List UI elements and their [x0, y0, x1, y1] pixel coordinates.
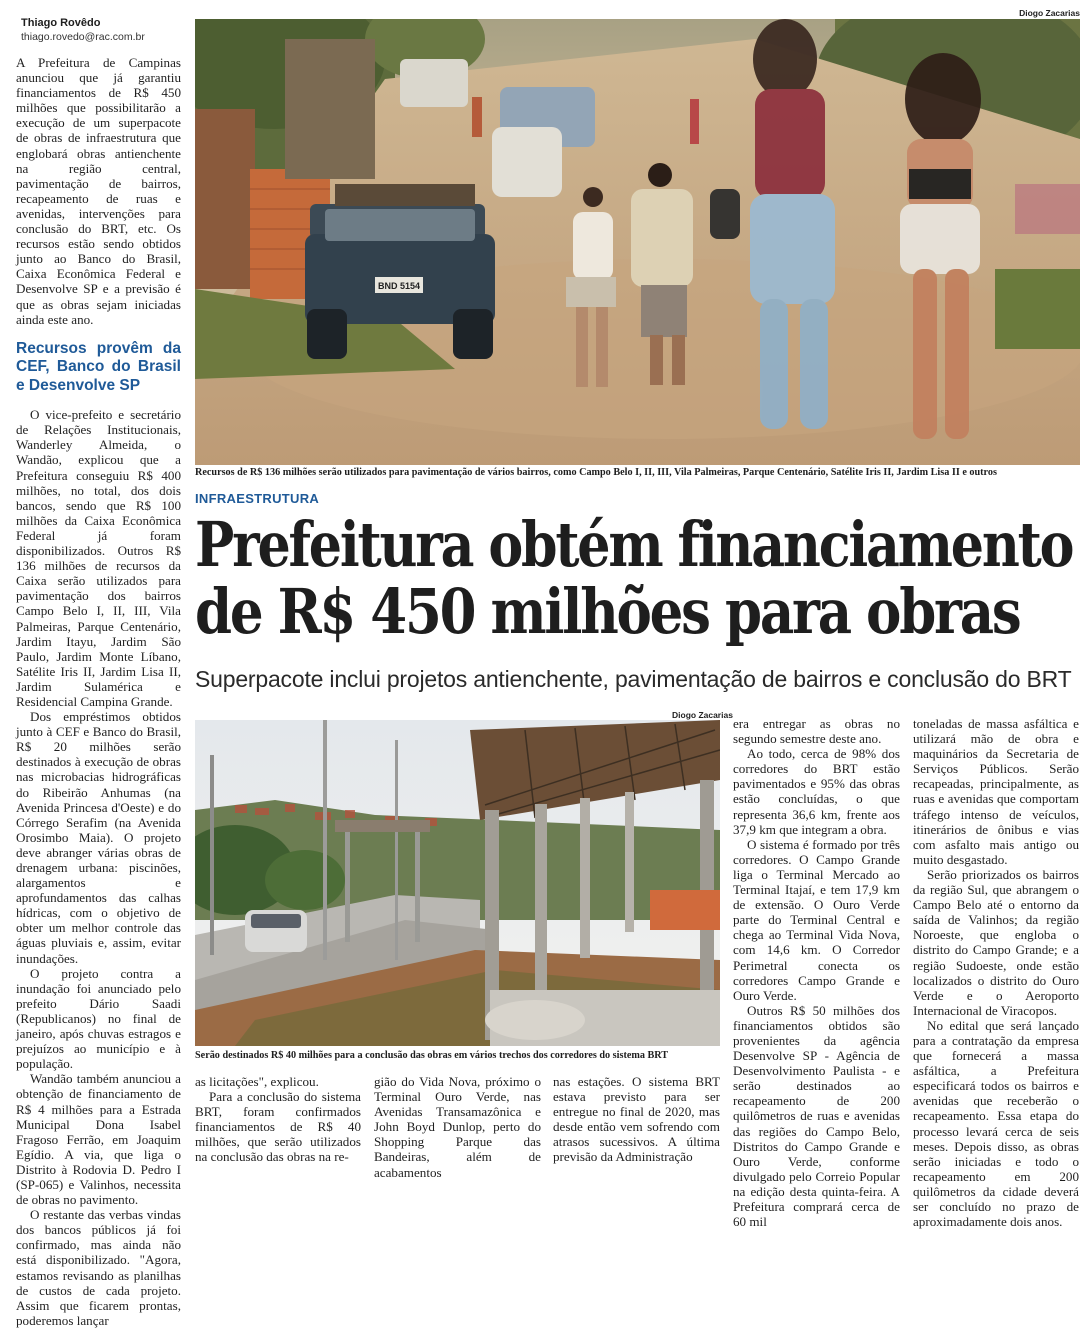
- left-column: [16, 55, 181, 1328]
- headline-line-2: de R$ 450 milhões para obras: [195, 575, 1020, 648]
- bottom-photo-credit: Diogo Zacarias: [672, 710, 733, 720]
- deck-subtitle: Superpacote inclui projetos antienchente, pavimentação de bairros e conclusão do BRT: [195, 666, 1072, 692]
- body-paragraph: Serão priorizados os bairros da região Sul, que abrangem o Campo Belo até o entorno da saída de Valinhos; da região Noroeste, que engloba o distrito do Campo Grande; e a região Sudoeste, onde estão localizados o distrito do Ouro Verde e o Aeroporto Internacional de Viracopos.: [913, 866, 1079, 1018]
- body-paragraph: era entregar as obras no segundo semestre deste ano.: [733, 716, 900, 747]
- bottom-column-3: [553, 1074, 720, 1165]
- body-paragraph: O restante das verbas vindas dos bancos públicos já foi confirmado, mas ainda não está disponibilizado. "Agora, estamos revisando as planilhas de custos de cada projeto. Assim que ficarem prontas, poderemos lançar: [16, 1207, 181, 1328]
- intro-paragraph: A Prefeitura de Campinas anunciou que já garantiu financiamentos de R$ 450 milhões que possibilitarão a execução de um superpacote de obras de infraestrutura que englobará obras antienchente na região central, pavimentação de bairros, recapeamento de ruas e avenidas, intervenções para conclusão do BRT, etc. Os recursos estão sendo obtidos junto ao Banco do Brasil, Caixa Econômica Federal e Desenvolve SP e a previsão é que as obras sejam iniciadas ainda este ano.: [16, 55, 181, 327]
- top-photo-caption: Recursos de R$ 136 milhões serão utilizados para pavimentação de vários bairros, como Campo Belo I, II, III, Vila Palmeiras, Parque Centenário, Satélite Iris II, Jardim Lisa II e outros: [195, 467, 997, 478]
- body-paragraph: as licitações", explicou.: [195, 1074, 319, 1089]
- bottom-photo: [195, 720, 720, 1046]
- headline-line-1: Prefeitura obtém financiamento: [195, 508, 1073, 581]
- author-name: Thiago Rovêdo: [21, 17, 101, 29]
- body-paragraph: gião do Vida Nova, próximo o Terminal Ouro Verde, nas Avenidas Transamazônica e John Boyd Dunlop, perto do Shopping Parque das Bandeiras, além de acabamentos: [374, 1074, 541, 1180]
- body-paragraph: O sistema é formado por três corredores. O Campo Grande liga o Terminal Mercado ao Terminal Itajaí, e tem 17,9 km de extensão. O Ouro Verde parte do Terminal Central e chega ao Terminal Vida Nova, com 14,6 km. O Corredor Perimetral conecta os corredores Campo Grande e Ouro Verde.: [733, 836, 900, 1003]
- right-column: [913, 716, 1079, 1229]
- plate-text: BND 5154: [377, 281, 421, 291]
- body-paragraph: nas estações. O sistema BRT estava previsto para ser entregue no final de 2020, mas desde então vem sofrendo com atrasos sucessivos. A última previsão da Administração: [553, 1074, 720, 1165]
- body-paragraph: O vice-prefeito e secretário de Relações Institucionais, Wanderley Almeida, o Wandão, explicou que a Prefeitura conseguiu R$ 400 milhões, no total, dos dois bancos, sendo que R$ 100 milhões da Caixa Econômica Federal já foram disponibilizados. Outros R$ 136 milhões de recursos da Caixa serão utilizados para pavimentação dos bairros Campo Belo I, II, III, Vila Palmeiras, Parque Centenário, Jardim Itayu, Jardim São Paulo, Jardim Monte Líbano, Satélite Iris II, Jardim Lisa II, Jardim Sulamérica e Residencial Campina Grande.: [16, 407, 181, 709]
- bottom-photo-caption: Serão destinados R$ 40 milhões para a conclusão das obras em vários trechos dos corredores do sistema BRT: [195, 1050, 669, 1061]
- top-photo: [195, 19, 1080, 465]
- section-kicker: INFRAESTRUTURA: [195, 491, 320, 506]
- top-photo-credit: Diogo Zacarias: [1019, 8, 1080, 18]
- body-paragraph: Para a conclusão do sistema BRT, foram confirmados financiamentos de R$ 40 milhões, que serão utilizados na conclusão das obras na re-: [195, 1089, 361, 1165]
- bottom-column-2: [374, 1074, 541, 1180]
- middle-right-column: [733, 716, 900, 1229]
- body-paragraph: No edital que será lançado para a contratação da empresa que fornecerá a massa asfáltica, a Prefeitura especificará todos os bairros e avenidas que receberão o recapeamento. Essa etapa do processo levará cerca de seis meses. Depois disso, as obras serão iniciadas e todo o recapeamento em 200 quilômetros da cidade deverá ser concluído no prazo de aproximadamente dois anos.: [913, 1017, 1079, 1230]
- body-paragraph: toneladas de massa asfáltica e utilizará mão de obra e maquinários da Secretaria de Serviços Públicos. Serão recapeadas, principalmente, as ruas e avenidas que comportam tráfego intenso de veículos, itinerários de ônibus e vias com asfalto mais antigo ou muito desgastado.: [913, 716, 1079, 867]
- bottom-column-1: [195, 1074, 361, 1165]
- body-paragraph: Dos empréstimos obtidos junto à CEF e Banco do Brasil, R$ 20 milhões serão destinados à execução de obras nas microbacias hidrográficas do Ribeirão Anhumas (na Avenida Princesa d'Oeste) e do Córrego Serafim (na Avenida Orosimbo Maia). O projeto deve abranger várias obras de drenagem urbana: piscinões, alargamentos e aprofundamentos das calhas hídricas, com o objetivo de obter um melhor controle das águas pluviais e, assim, evitar inundações.: [16, 709, 181, 966]
- body-paragraph: Ao todo, cerca de 98% dos corredores do BRT estão pavimentados e 95% das obras estão concluídas, o que representa 36,6 km, frente aos 37,9 km que integram a obra.: [733, 746, 900, 837]
- section-subhead: Recursos provêm da CEF, Banco do Brasil e Desenvolve SP: [16, 339, 181, 394]
- body-paragraph: Wandão também anunciou a obtenção de financiamento de R$ 4 milhões para a Estrada Municipal Dona Isabel Fragoso Ferrão, em Joaquim Egídio. A via, que liga o Distrito à Rodovia D. Pedro I (SP-065) e Valinhos, necessita de obras no pavimento.: [16, 1071, 181, 1208]
- body-paragraph: O projeto contra a inundação foi anunciado pelo prefeito Dário Saadi (Republicanos) no final de janeiro, após chuvas estragos e prejuízos ao município e à população.: [16, 965, 181, 1072]
- author-email[interactable]: thiago.rovedo@rac.com.br: [21, 31, 145, 43]
- body-paragraph: Outros R$ 50 milhões dos financiamentos obtidos são provenientes da agência Desenvolve SP - Agência de Desenvolvimento Paulista - e serão destinados ao recapeamento de 200 quilômetros de ruas e avenidas das regiões do Campo Belo, Distritos do Campo Grande e Ouro Verde, conforme divulgado pelo Correio Popular na edição desta quinta-feira. A Prefeitura comprará cerca de 60 mil: [733, 1002, 900, 1230]
